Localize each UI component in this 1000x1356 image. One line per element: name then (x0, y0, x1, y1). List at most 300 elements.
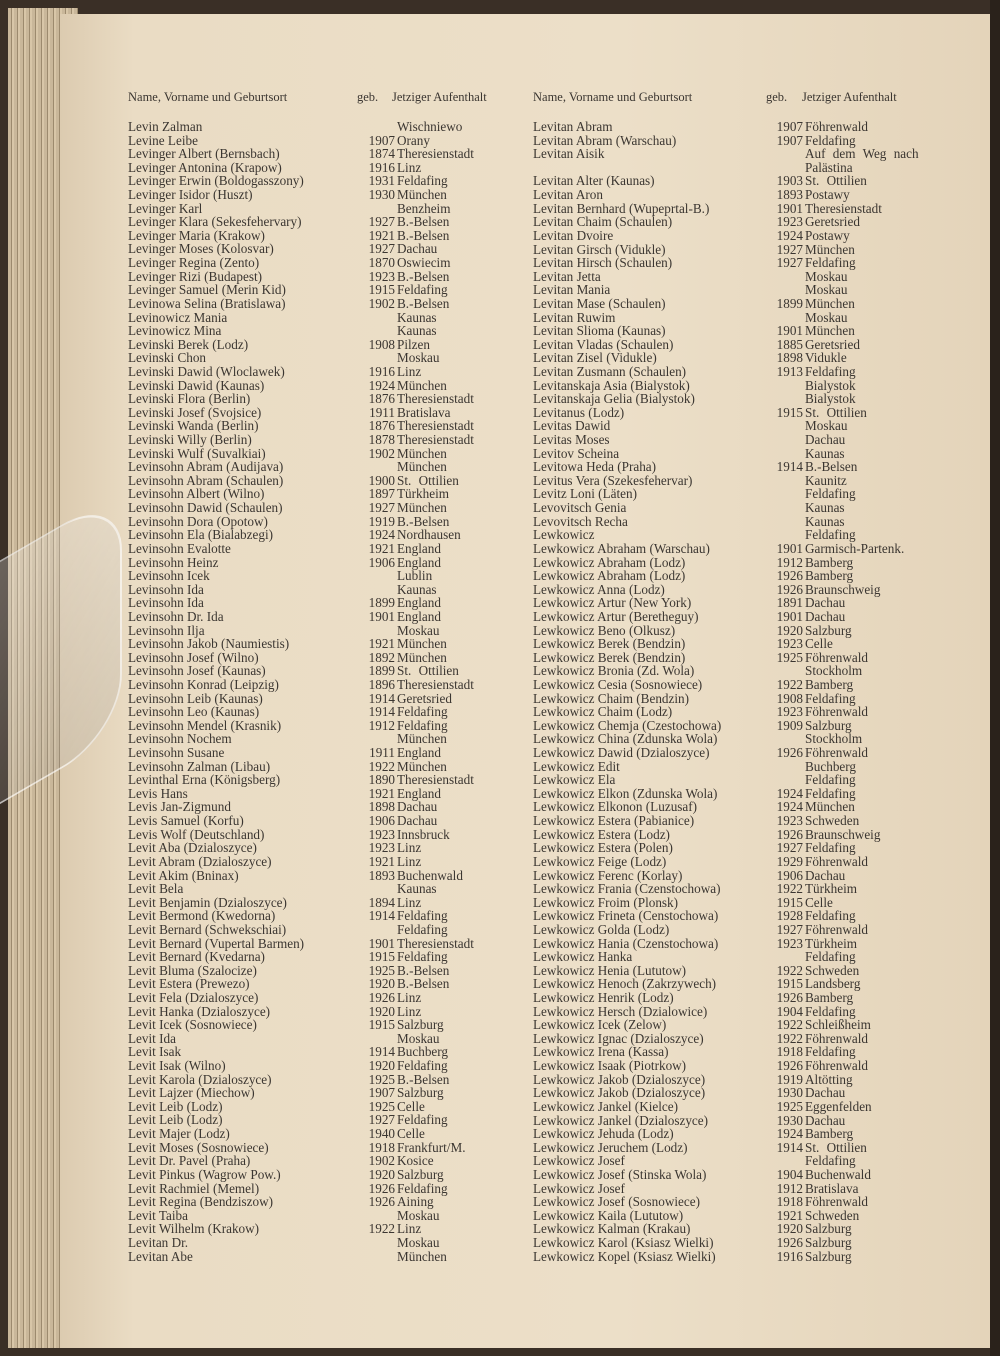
entry-birth-year: 1904 (776, 1166, 803, 1182)
entry-residence: Föhrenwald (805, 1194, 868, 1210)
entry-birth-year: 1914 (776, 1139, 803, 1155)
entry-birth-year: 1915 (776, 976, 803, 992)
list-entry (128, 841, 528, 855)
entry-name: Levit Hanka (Dzialoszyce) (128, 1003, 271, 1019)
list-entry (128, 270, 528, 284)
entry-birth-year: 1898 (368, 799, 395, 815)
list-entry (533, 351, 953, 365)
list-entry (533, 773, 953, 787)
list-entry (533, 896, 953, 910)
entry-birth-year: 1923 (776, 704, 803, 720)
entry-residence: Kaunitz (805, 472, 847, 488)
list-entry (533, 379, 953, 393)
entry-birth-year: 1878 (368, 432, 395, 448)
list-entry (533, 460, 953, 474)
list-entry (128, 787, 528, 801)
entry-residence: Moskau (397, 1234, 440, 1250)
list-entry (128, 147, 528, 161)
list-entry (533, 814, 953, 828)
list-entry (128, 556, 528, 570)
entry-name: Lewkowicz Hanka (533, 949, 633, 965)
list-entry (533, 202, 953, 216)
entry-name: Levinger Isidor (Huszt) (128, 187, 253, 203)
entry-residence: Linz (397, 990, 422, 1005)
entry-residence: Altötting (805, 1071, 853, 1087)
entry-residence: Linz (397, 840, 422, 856)
entry-birth-year: 1920 (368, 976, 395, 992)
entry-residence: Feldafing (397, 173, 448, 189)
header-year-right: geb. (766, 90, 788, 104)
entry-birth-year: 1921 (368, 785, 395, 801)
list-entry (533, 610, 953, 624)
entry-birth-year: 1891 (776, 595, 803, 611)
entry-name: Levinsohn Leib (Kaunas) (128, 690, 263, 706)
entry-name: Lewkowicz Jankel (Kielce) (533, 1098, 678, 1114)
entry-residence: Türkheim (397, 486, 450, 502)
entry-residence: Stockholm (805, 663, 863, 679)
entry-name: Lewkowicz Josef (Stinska Wola) (533, 1166, 707, 1182)
entry-birth-year: 1920 (776, 622, 803, 638)
entry-name: Levitus Vera (Szekesfehervar) (533, 472, 693, 488)
entry-birth-year: 1920 (368, 1166, 395, 1182)
entry-residence: Salzburg (805, 1234, 852, 1250)
entry-name: Levit Abram (Dzialoszyce) (128, 853, 272, 869)
entry-birth-year: 1924 (368, 527, 395, 543)
entry-birth-year: 1919 (368, 513, 395, 529)
list-entry (533, 338, 953, 352)
entry-name: Levitan Hirsch (Schaulen) (533, 255, 673, 271)
entry-residence: Celle (805, 894, 833, 910)
entry-name: Levinsohn Evalotte (128, 540, 231, 556)
entry-birth-year: 1904 (776, 1003, 803, 1019)
list-entry (533, 1100, 953, 1114)
list-entry (533, 977, 953, 991)
entry-residence: Dachau (805, 595, 846, 611)
list-entry (533, 719, 953, 733)
list-entry (533, 1018, 953, 1032)
entry-name: Levitan Vladas (Schaulen) (533, 336, 674, 352)
entry-birth-year: 1903 (776, 173, 803, 189)
entry-residence: Feldafing (397, 282, 448, 298)
entry-name: Levitan Dvoire (533, 227, 614, 243)
entry-birth-year: 1920 (776, 1221, 803, 1237)
entry-residence: Garmisch-Partenk. (805, 540, 905, 556)
list-entry (533, 311, 953, 325)
entry-residence: Bratislava (397, 404, 451, 420)
entry-residence: Salzburg (397, 1017, 444, 1033)
entry-birth-year: 1924 (776, 785, 803, 801)
list-entry (128, 964, 528, 978)
list-entry (128, 1032, 528, 1046)
entry-residence: Linz (397, 894, 422, 910)
entry-residence: Moskau (805, 418, 848, 434)
list-entry (128, 1100, 528, 1114)
entry-birth-year: 1898 (776, 350, 803, 366)
list-entry (533, 882, 953, 896)
entry-birth-year: 1927 (776, 255, 803, 271)
entry-name: Levinsohn Ida (128, 595, 204, 611)
entry-birth-year: 1923 (776, 636, 803, 652)
entry-residence: Lublin (397, 568, 433, 584)
entry-residence: Dachau (805, 608, 846, 624)
list-entry (533, 746, 953, 760)
entry-name: Levinsohn Ilja (128, 622, 205, 638)
entry-residence: Feldafing (805, 785, 856, 801)
entry-residence: München (397, 731, 447, 747)
entry-residence: Schweden (805, 813, 860, 829)
entry-name: Lewkowicz Hania (Czenstochowa) (533, 935, 719, 951)
entry-name: Levinsohn Josef (Wilno) (128, 649, 259, 665)
entry-name: Levinger Erwin (Boldogasszony) (128, 173, 304, 189)
entry-name: Levinger Antonina (Krapow) (128, 159, 282, 175)
entry-name: Levinsohn Zalman (Libau) (128, 758, 271, 774)
entry-residence: Feldafing (397, 717, 448, 733)
list-entry (533, 855, 953, 869)
entry-birth-year: 1922 (776, 962, 803, 978)
entry-name: Lewkowicz Abraham (Lodz) (533, 568, 686, 584)
entry-birth-year: 1902 (368, 1153, 395, 1169)
entry-name: Lewkowicz Golda (Lodz) (533, 921, 670, 937)
entry-name: Levinsohn Dawid (Schaulen) (128, 500, 283, 516)
entry-birth-year: 1924 (776, 227, 803, 243)
entry-residence: Wischniewo (397, 119, 463, 134)
entry-birth-year: 1906 (368, 813, 395, 829)
entry-residence: Linz (397, 1003, 422, 1019)
entry-residence: Geretsried (805, 336, 860, 352)
entry-residence: Bamberg (805, 554, 854, 570)
entry-name: Levitan Slioma (Kaunas) (533, 323, 666, 339)
entry-name: Lewkowicz Cesia (Sosnowiece) (533, 677, 703, 692)
entry-residence: Buchenwald (397, 867, 463, 883)
entry-name: Levinsohn Nochem (128, 731, 232, 747)
entry-birth-year: 1921 (368, 227, 395, 243)
entry-name: Lewkowicz Josef (Sosnowiece) (533, 1194, 700, 1210)
entry-name: Levinger Maria (Krakow) (128, 227, 265, 243)
entry-name: Levitan Mania (533, 282, 611, 298)
entry-residence: B.-Belsen (397, 1071, 450, 1087)
entry-residence: Bamberg (805, 1126, 854, 1142)
entry-name: Lewkowicz Elkonon (Luzusaf) (533, 799, 698, 815)
entry-name: Levitan Abram (533, 119, 613, 134)
entry-birth-year: 1916 (368, 159, 395, 175)
list-entry (128, 1113, 528, 1127)
list-entry (533, 270, 953, 284)
entry-birth-year: 1928 (776, 908, 803, 924)
entry-birth-year: 1926 (776, 568, 803, 584)
entry-name: Levitanus (Lodz) (533, 404, 625, 420)
entry-birth-year: 1926 (368, 1180, 395, 1196)
list-entry (533, 841, 953, 855)
entry-birth-year: 1911 (369, 745, 395, 761)
entry-name: Levit Karola (Dzialoszyce) (128, 1071, 272, 1087)
entry-name: Lewkowicz Froim (Plonsk) (533, 894, 679, 910)
entry-residence: München (397, 187, 447, 203)
list-entry (533, 991, 953, 1005)
entry-birth-year: 1929 (776, 853, 803, 869)
entry-residence: München (397, 377, 447, 393)
entry-residence: St. Ottilien (805, 404, 867, 420)
entry-residence: Buchberg (397, 1044, 449, 1060)
list-entry (128, 379, 528, 393)
list-entry (128, 950, 528, 964)
entry-birth-year: 1923 (776, 214, 803, 230)
entry-residence: München (805, 323, 855, 339)
list-entry (128, 1195, 528, 1209)
entry-name: Lewkowicz Ignac (Dzialoszyce) (533, 1030, 704, 1046)
list-entry (128, 664, 528, 678)
entry-residence: B.-Belsen (397, 268, 450, 284)
entry-residence: Feldafing (805, 255, 856, 271)
list-entry (533, 542, 953, 556)
entry-birth-year: 1890 (368, 772, 395, 788)
entry-birth-year: 1923 (776, 813, 803, 829)
entry-birth-year: 1923 (368, 268, 395, 284)
list-entry (128, 1005, 528, 1019)
entry-name: Levinski Josef (Svojsice) (128, 404, 262, 420)
entry-birth-year: 1876 (368, 418, 395, 434)
entry-residence: Geretsried (397, 690, 452, 706)
list-entry (533, 937, 953, 951)
entry-residence: B.-Belsen (397, 976, 450, 992)
entry-name: Levit Taiba (128, 1207, 188, 1223)
list-entry (533, 256, 953, 270)
entry-residence: Bamberg (805, 990, 854, 1006)
entry-residence: Kaunas (805, 513, 845, 529)
entry-birth-year: 1921 (368, 636, 395, 652)
entry-name: Levovitsch Recha (533, 513, 628, 529)
entry-residence: Auf dem Weg nach Palästina (805, 146, 919, 175)
list-entry (128, 624, 528, 638)
entry-name: Lewkowicz Hersch (Dzialowice) (533, 1003, 708, 1019)
entry-residence: Türkheim (805, 881, 858, 897)
entry-name: Lewkowicz Feige (Lodz) (533, 853, 667, 869)
entry-residence: Kaunas (397, 323, 437, 339)
list-entry (533, 760, 953, 774)
header-place-right: Jetziger Aufenthalt (802, 90, 897, 104)
entry-name: Lewkowicz Frania (Czenstochowa) (533, 881, 721, 897)
entry-residence: Föhrenwald (805, 921, 868, 937)
list-entry (533, 637, 953, 651)
entry-residence: Dachau (397, 241, 438, 257)
entry-name: Lewkowicz Kalman (Krakau) (533, 1221, 691, 1237)
list-entry (533, 950, 953, 964)
entry-name: Lewkowicz Jehuda (Lodz) (533, 1126, 674, 1142)
entry-name: Lewkowicz (533, 527, 595, 543)
entry-residence: Theresienstadt (397, 432, 474, 448)
entry-birth-year: 1915 (776, 404, 803, 420)
entry-name: Levinsohn Dr. Ida (128, 608, 224, 624)
list-entry (128, 1154, 528, 1168)
list-entry (128, 1073, 528, 1087)
list-entry (533, 1032, 953, 1046)
entry-birth-year: 1912 (776, 1180, 803, 1196)
entry-name: Levinowa Selina (Bratislawa) (128, 295, 286, 311)
entry-name: Levinger Rizi (Budapest) (128, 268, 263, 284)
entry-residence: Dachau (805, 867, 846, 883)
entry-residence: B.-Belsen (397, 513, 450, 529)
entry-name: Levinger Regina (Zento) (128, 255, 260, 271)
list-entry (533, 651, 953, 665)
entry-birth-year: 1918 (776, 1194, 803, 1210)
entry-residence: Nordhausen (397, 527, 461, 543)
list-entry (128, 392, 528, 406)
header-name-left: Name, Vorname und Geburtsort (128, 90, 288, 104)
entry-name: Levitowa Heda (Praha) (533, 459, 657, 475)
entry-residence: Orany (397, 132, 430, 148)
entry-birth-year: 1874 (368, 146, 395, 162)
list-entry (128, 1168, 528, 1182)
entry-birth-year: 1907 (368, 1085, 395, 1101)
entry-residence: Dachau (397, 799, 438, 815)
entry-residence: München (397, 1248, 447, 1264)
entry-birth-year: 1926 (776, 1234, 803, 1250)
entry-residence: Föhrenwald (805, 745, 868, 761)
entry-residence: Eggenfelden (805, 1098, 872, 1114)
entry-residence: Theresienstadt (397, 391, 474, 407)
entry-birth-year: 1927 (368, 1112, 395, 1128)
entry-birth-year: 1907 (776, 132, 803, 148)
entry-birth-year: 1915 (368, 949, 395, 965)
list-entry (128, 351, 528, 365)
entry-name: Levit Dr. Pavel (Praha) (128, 1153, 251, 1169)
entry-residence: Theresienstadt (397, 935, 474, 951)
entry-residence: St. Ottilien (397, 472, 459, 488)
list-entry (533, 297, 953, 311)
list-entry (128, 365, 528, 379)
list-entry (533, 392, 953, 406)
entry-residence: München (805, 241, 855, 257)
entry-name: Lewkowicz Artur (New York) (533, 595, 692, 611)
entry-birth-year: 1906 (368, 554, 395, 570)
entry-name: Levitas Dawid (533, 418, 611, 434)
entry-birth-year: 1915 (776, 894, 803, 910)
list-entry (128, 855, 528, 869)
list-entry (128, 909, 528, 923)
entry-residence: Schweden (805, 962, 860, 978)
entry-name: Levitan Mase (Schaulen) (533, 295, 666, 311)
entry-name: Levit Regina (Bendziszow) (128, 1194, 274, 1210)
entry-residence: Benzheim (397, 200, 451, 216)
entry-name: Levit Leib (Lodz) (128, 1098, 223, 1114)
entry-name: Levinski Wulf (Suvalkiai) (128, 445, 266, 461)
list-entry (128, 188, 528, 202)
entry-residence: Geretsried (805, 214, 860, 230)
list-entry (128, 882, 528, 896)
list-entry (128, 937, 528, 951)
entry-name: Lewkowicz Isaak (Piotrkow) (533, 1058, 687, 1074)
list-entry (533, 569, 953, 583)
entry-birth-year: 1922 (776, 1030, 803, 1046)
entry-birth-year: 1909 (776, 717, 803, 733)
list-entry (533, 664, 953, 678)
list-entry (128, 406, 528, 420)
list-entry (128, 1209, 528, 1223)
entry-name: Levinski Willy (Berlin) (128, 432, 252, 448)
entry-name: Levinger Moses (Kolosvar) (128, 241, 274, 257)
entry-birth-year: 1920 (368, 1058, 395, 1074)
entry-residence: Feldafing (805, 840, 856, 856)
entry-residence: Salzburg (805, 1221, 852, 1237)
entry-name: Lewkowicz Elkon (Zdunska Wola) (533, 785, 718, 801)
list-entry (128, 256, 528, 270)
list-entry (533, 365, 953, 379)
entry-birth-year: 1922 (776, 677, 803, 692)
entry-residence: Linz (397, 853, 422, 869)
entry-name: Levinski Chon (128, 350, 207, 366)
entry-residence: Buchberg (805, 758, 857, 774)
entry-residence: Feldafing (805, 772, 856, 788)
entry-birth-year: 1925 (368, 1071, 395, 1087)
entry-residence: Moskau (397, 1207, 440, 1223)
entry-name: Lewkowicz Abraham (Warschau) (533, 540, 710, 556)
entry-birth-year: 1925 (776, 1098, 803, 1114)
entry-residence: Feldafing (805, 949, 856, 965)
entry-birth-year: 1930 (776, 1112, 803, 1128)
list-entry (128, 1086, 528, 1100)
entry-birth-year: 1926 (776, 1058, 803, 1074)
entry-name: Lewkowicz Estera (Polen) (533, 840, 673, 856)
entry-residence: Feldafing (805, 908, 856, 924)
entry-residence: Feldafing (397, 1180, 448, 1196)
entry-residence: München (397, 459, 447, 475)
entry-residence: Föhrenwald (805, 704, 868, 720)
entry-residence: Föhrenwald (805, 1058, 868, 1074)
list-entry (533, 705, 953, 719)
entry-birth-year: 1914 (368, 704, 395, 720)
entry-name: Levit Bluma (Szalocize) (128, 962, 257, 978)
entry-name: Levinger Klara (Sekesfehervary) (128, 214, 302, 230)
entry-birth-year: 1926 (368, 990, 395, 1005)
entry-birth-year: 1923 (368, 840, 395, 856)
entry-name: Lewkowicz Ferenc (Korlay) (533, 867, 683, 883)
entry-residence: Türkheim (805, 935, 858, 951)
list-entry (128, 229, 528, 243)
entry-name: Levit Wilhelm (Krakow) (128, 1221, 260, 1237)
entry-name: Levit Akim (Bninax) (128, 867, 239, 883)
entry-residence: Föhrenwald (805, 1030, 868, 1046)
list-entry (533, 923, 953, 937)
entry-birth-year: 1921 (368, 540, 395, 556)
list-entry (128, 1045, 528, 1059)
entry-residence: München (397, 636, 447, 652)
list-entry (128, 460, 528, 474)
entry-residence: München (397, 649, 447, 665)
list-entry (533, 1154, 953, 1168)
entry-birth-year: 1916 (368, 363, 395, 379)
entry-residence: Theresienstadt (397, 146, 474, 162)
list-entry (128, 800, 528, 814)
entry-birth-year: 1906 (776, 867, 803, 883)
entry-birth-year: 1926 (776, 581, 803, 597)
entry-birth-year: 1927 (776, 840, 803, 856)
list-entry (533, 732, 953, 746)
list-entry (128, 923, 528, 937)
entry-residence: Bamberg (805, 677, 854, 692)
entry-residence: Schleißheim (805, 1017, 871, 1033)
entry-residence: B.-Belsen (397, 227, 450, 243)
list-entry (533, 869, 953, 883)
entry-name: Lewkowicz Frineta (Censtochowa) (533, 908, 719, 924)
list-entry (128, 542, 528, 556)
entry-name: Levitan Aron (533, 187, 603, 203)
list-entry (533, 474, 953, 488)
entry-residence: B.-Belsen (805, 459, 858, 475)
list-entry (128, 869, 528, 883)
entry-birth-year: 1916 (776, 1248, 803, 1264)
entry-residence: Feldafing (805, 1153, 856, 1169)
entry-birth-year: 1902 (368, 445, 395, 461)
list-entry (128, 583, 528, 597)
